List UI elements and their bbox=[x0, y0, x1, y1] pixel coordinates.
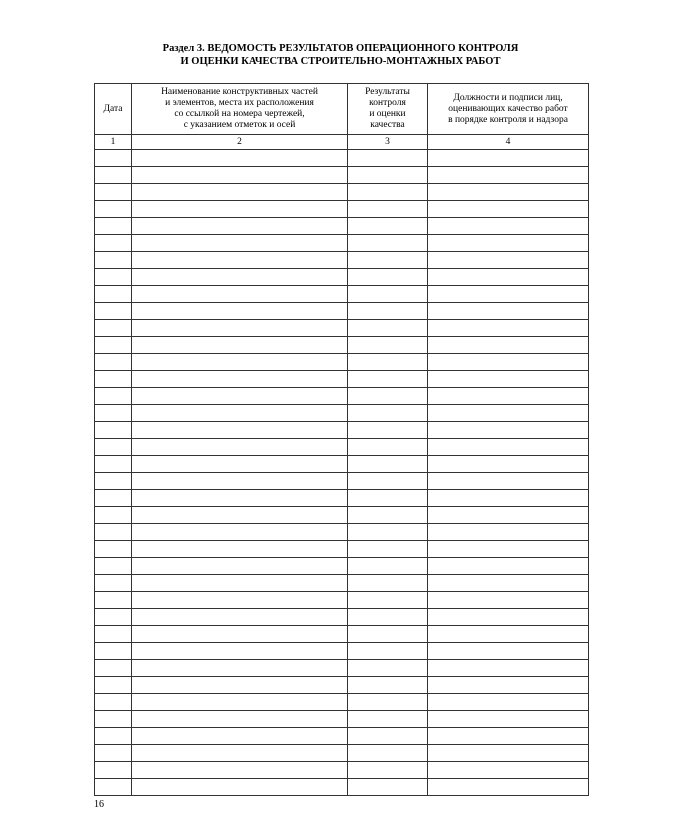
table-cell[interactable] bbox=[132, 728, 348, 745]
table-row bbox=[95, 626, 589, 643]
table-row bbox=[95, 303, 589, 320]
table-cell[interactable] bbox=[95, 643, 132, 660]
table-cell[interactable] bbox=[95, 677, 132, 694]
table-cell[interactable] bbox=[428, 184, 589, 201]
table-cell[interactable] bbox=[132, 541, 348, 558]
table-cell[interactable] bbox=[348, 762, 428, 779]
table-cell[interactable] bbox=[95, 405, 132, 422]
table-cell[interactable] bbox=[348, 490, 428, 507]
table-cell[interactable] bbox=[95, 762, 132, 779]
table-cell[interactable] bbox=[428, 711, 589, 728]
table-cell[interactable] bbox=[348, 405, 428, 422]
table-cell[interactable] bbox=[428, 745, 589, 762]
page-number: 16 bbox=[94, 799, 104, 810]
table-cell[interactable] bbox=[348, 422, 428, 439]
table-cell[interactable] bbox=[428, 660, 589, 677]
table-row bbox=[95, 320, 589, 337]
table-row bbox=[95, 218, 589, 235]
table-cell[interactable] bbox=[428, 643, 589, 660]
table-cell[interactable] bbox=[132, 490, 348, 507]
table-cell[interactable] bbox=[95, 490, 132, 507]
table-cell[interactable] bbox=[428, 609, 589, 626]
table-cell[interactable] bbox=[132, 558, 348, 575]
table-cell[interactable] bbox=[348, 507, 428, 524]
table-row bbox=[95, 694, 589, 711]
table-row bbox=[95, 337, 589, 354]
table-cell[interactable] bbox=[132, 592, 348, 609]
table-cell[interactable] bbox=[95, 660, 132, 677]
column-number-row bbox=[95, 135, 589, 150]
table-cell[interactable] bbox=[95, 337, 132, 354]
table-cell[interactable] bbox=[428, 524, 589, 541]
table-cell[interactable] bbox=[132, 184, 348, 201]
table-cell[interactable] bbox=[132, 371, 348, 388]
table-cell[interactable] bbox=[132, 762, 348, 779]
table-cell[interactable] bbox=[428, 490, 589, 507]
table-cell[interactable] bbox=[348, 592, 428, 609]
column-number: 4 bbox=[428, 135, 589, 150]
table-cell[interactable] bbox=[428, 456, 589, 473]
table-row bbox=[95, 405, 589, 422]
table-cell[interactable] bbox=[132, 337, 348, 354]
table-cell[interactable] bbox=[132, 575, 348, 592]
table-cell[interactable] bbox=[348, 184, 428, 201]
table-cell[interactable] bbox=[428, 405, 589, 422]
table-row bbox=[95, 762, 589, 779]
table-cell[interactable] bbox=[428, 303, 589, 320]
table-cell[interactable] bbox=[348, 388, 428, 405]
table-row bbox=[95, 184, 589, 201]
table-cell[interactable] bbox=[428, 167, 589, 184]
table-cell[interactable] bbox=[428, 473, 589, 490]
table-row bbox=[95, 524, 589, 541]
table-cell[interactable] bbox=[132, 235, 348, 252]
table-row bbox=[95, 660, 589, 677]
table-cell[interactable] bbox=[428, 439, 589, 456]
table-cell[interactable] bbox=[348, 626, 428, 643]
table-cell[interactable] bbox=[95, 456, 132, 473]
table-row bbox=[95, 439, 589, 456]
table-cell[interactable] bbox=[95, 592, 132, 609]
column-header-signatures: Должности и подписи лиц, оценивающих качество работ в порядке контроля и надзора bbox=[428, 84, 589, 135]
table-cell[interactable] bbox=[348, 609, 428, 626]
table-cell[interactable] bbox=[348, 643, 428, 660]
table-cell[interactable] bbox=[95, 167, 132, 184]
table-row bbox=[95, 558, 589, 575]
table-cell[interactable] bbox=[132, 167, 348, 184]
table-cell[interactable] bbox=[428, 558, 589, 575]
table-cell[interactable] bbox=[428, 337, 589, 354]
table-cell[interactable] bbox=[428, 218, 589, 235]
table-cell[interactable] bbox=[95, 575, 132, 592]
table-row bbox=[95, 371, 589, 388]
table-cell[interactable] bbox=[428, 626, 589, 643]
table-cell[interactable] bbox=[95, 371, 132, 388]
table-cell[interactable] bbox=[95, 235, 132, 252]
table-cell[interactable] bbox=[428, 269, 589, 286]
table-cell[interactable] bbox=[132, 218, 348, 235]
table-cell[interactable] bbox=[348, 558, 428, 575]
table-row bbox=[95, 354, 589, 371]
table-cell[interactable] bbox=[348, 201, 428, 218]
table-cell[interactable] bbox=[132, 388, 348, 405]
table-cell[interactable] bbox=[428, 388, 589, 405]
table-cell[interactable] bbox=[348, 354, 428, 371]
table-cell[interactable] bbox=[428, 592, 589, 609]
table-row bbox=[95, 575, 589, 592]
table-cell[interactable] bbox=[132, 320, 348, 337]
table-cell[interactable] bbox=[348, 218, 428, 235]
table-cell[interactable] bbox=[132, 422, 348, 439]
table-cell[interactable] bbox=[428, 422, 589, 439]
table-cell[interactable] bbox=[348, 167, 428, 184]
table-cell[interactable] bbox=[132, 779, 348, 796]
table-cell[interactable] bbox=[428, 354, 589, 371]
section-title-line-2: И ОЦЕНКИ КАЧЕСТВА СТРОИТЕЛЬНО-МОНТАЖНЫХ РАБОТ bbox=[180, 56, 501, 67]
table-row bbox=[95, 252, 589, 269]
table-cell[interactable] bbox=[95, 541, 132, 558]
table-cell[interactable] bbox=[95, 388, 132, 405]
table-cell[interactable] bbox=[132, 507, 348, 524]
table-cell[interactable] bbox=[428, 286, 589, 303]
table-cell[interactable] bbox=[428, 779, 589, 796]
table-cell[interactable] bbox=[348, 303, 428, 320]
table-cell[interactable] bbox=[132, 694, 348, 711]
table-cell[interactable] bbox=[348, 473, 428, 490]
table-cell[interactable] bbox=[348, 337, 428, 354]
table-cell[interactable] bbox=[95, 269, 132, 286]
table-row bbox=[95, 643, 589, 660]
table-cell[interactable] bbox=[132, 677, 348, 694]
table-cell[interactable] bbox=[95, 439, 132, 456]
table-cell[interactable] bbox=[348, 711, 428, 728]
table-cell[interactable] bbox=[95, 201, 132, 218]
table-cell[interactable] bbox=[132, 150, 348, 167]
table-cell[interactable] bbox=[95, 320, 132, 337]
table-cell[interactable] bbox=[95, 507, 132, 524]
table-row bbox=[95, 728, 589, 745]
table-row bbox=[95, 456, 589, 473]
table-row bbox=[95, 167, 589, 184]
table-cell[interactable] bbox=[132, 609, 348, 626]
table-cell[interactable] bbox=[132, 269, 348, 286]
table-cell[interactable] bbox=[348, 456, 428, 473]
table-cell[interactable] bbox=[95, 218, 132, 235]
table-cell[interactable] bbox=[132, 286, 348, 303]
table-cell[interactable] bbox=[348, 150, 428, 167]
table-cell[interactable] bbox=[95, 184, 132, 201]
column-number: 1 bbox=[95, 135, 132, 150]
table-cell[interactable] bbox=[132, 524, 348, 541]
table-cell[interactable] bbox=[348, 745, 428, 762]
table-cell[interactable] bbox=[428, 371, 589, 388]
table-cell[interactable] bbox=[95, 473, 132, 490]
table-cell[interactable] bbox=[428, 320, 589, 337]
table-row bbox=[95, 541, 589, 558]
table-cell[interactable] bbox=[132, 252, 348, 269]
table-cell[interactable] bbox=[348, 286, 428, 303]
table-cell[interactable] bbox=[348, 779, 428, 796]
table-cell[interactable] bbox=[95, 150, 132, 167]
table-body bbox=[95, 150, 589, 796]
table-cell[interactable] bbox=[132, 626, 348, 643]
table-cell[interactable] bbox=[132, 711, 348, 728]
table-row bbox=[95, 235, 589, 252]
table-row bbox=[95, 711, 589, 728]
table-cell[interactable] bbox=[428, 201, 589, 218]
table-row bbox=[95, 490, 589, 507]
table-cell[interactable] bbox=[348, 320, 428, 337]
table-row bbox=[95, 473, 589, 490]
table-cell[interactable] bbox=[95, 558, 132, 575]
table-cell[interactable] bbox=[428, 728, 589, 745]
table-cell[interactable] bbox=[132, 660, 348, 677]
table-cell[interactable] bbox=[348, 371, 428, 388]
table-cell[interactable] bbox=[428, 235, 589, 252]
table-cell[interactable] bbox=[428, 694, 589, 711]
table-row bbox=[95, 286, 589, 303]
table-cell[interactable] bbox=[348, 252, 428, 269]
table-cell[interactable] bbox=[95, 609, 132, 626]
section-title-line-1: Раздел 3. ВЕДОМОСТЬ РЕЗУЛЬТАТОВ ОПЕРАЦИОННОГО КОНТРОЛЯ bbox=[162, 43, 519, 54]
table-cell[interactable] bbox=[95, 303, 132, 320]
table-row bbox=[95, 677, 589, 694]
table-cell[interactable] bbox=[348, 677, 428, 694]
table-cell[interactable] bbox=[428, 252, 589, 269]
table-row bbox=[95, 201, 589, 218]
table-cell[interactable] bbox=[348, 660, 428, 677]
column-header-results: Результаты контроля и оценки качества bbox=[348, 84, 428, 135]
table-cell[interactable] bbox=[428, 541, 589, 558]
table-cell[interactable] bbox=[348, 575, 428, 592]
table-cell[interactable] bbox=[132, 439, 348, 456]
table-cell[interactable] bbox=[428, 762, 589, 779]
table-cell[interactable] bbox=[132, 745, 348, 762]
table-row bbox=[95, 150, 589, 167]
table-cell[interactable] bbox=[132, 405, 348, 422]
section-title bbox=[0, 42, 681, 68]
table-cell[interactable] bbox=[95, 524, 132, 541]
table-header-row bbox=[95, 84, 589, 135]
table-cell[interactable] bbox=[348, 235, 428, 252]
table-cell[interactable] bbox=[428, 507, 589, 524]
table-cell[interactable] bbox=[132, 201, 348, 218]
table-cell[interactable] bbox=[95, 694, 132, 711]
table-row bbox=[95, 592, 589, 609]
table-cell[interactable] bbox=[428, 575, 589, 592]
table-cell[interactable] bbox=[95, 252, 132, 269]
table-cell[interactable] bbox=[95, 728, 132, 745]
results-table bbox=[94, 83, 589, 796]
table-cell[interactable] bbox=[95, 745, 132, 762]
table-row bbox=[95, 779, 589, 796]
table-cell[interactable] bbox=[132, 456, 348, 473]
column-number: 3 bbox=[348, 135, 428, 150]
table-cell[interactable] bbox=[132, 473, 348, 490]
table-row bbox=[95, 507, 589, 524]
table-cell[interactable] bbox=[428, 150, 589, 167]
table-cell[interactable] bbox=[348, 269, 428, 286]
table-row bbox=[95, 609, 589, 626]
table-row bbox=[95, 388, 589, 405]
table-cell[interactable] bbox=[95, 422, 132, 439]
table-cell[interactable] bbox=[132, 303, 348, 320]
column-number: 2 bbox=[132, 135, 348, 150]
table-cell[interactable] bbox=[348, 524, 428, 541]
table-cell[interactable] bbox=[95, 286, 132, 303]
table-cell[interactable] bbox=[95, 711, 132, 728]
column-header-elements: Наименование конструктивных частей и элементов, места их расположения со ссылкой на номера чертежей, с указанием отметок и осей bbox=[132, 84, 348, 135]
table-cell[interactable] bbox=[132, 354, 348, 371]
table-cell[interactable] bbox=[428, 677, 589, 694]
table-cell[interactable] bbox=[348, 439, 428, 456]
column-header-date: Дата bbox=[95, 84, 132, 135]
table-cell[interactable] bbox=[348, 694, 428, 711]
table-cell[interactable] bbox=[132, 643, 348, 660]
table-row bbox=[95, 422, 589, 439]
table-cell[interactable] bbox=[95, 779, 132, 796]
table-cell[interactable] bbox=[348, 541, 428, 558]
table-cell[interactable] bbox=[95, 626, 132, 643]
table-row bbox=[95, 745, 589, 762]
table-row bbox=[95, 269, 589, 286]
table-cell[interactable] bbox=[348, 728, 428, 745]
table-cell[interactable] bbox=[95, 354, 132, 371]
